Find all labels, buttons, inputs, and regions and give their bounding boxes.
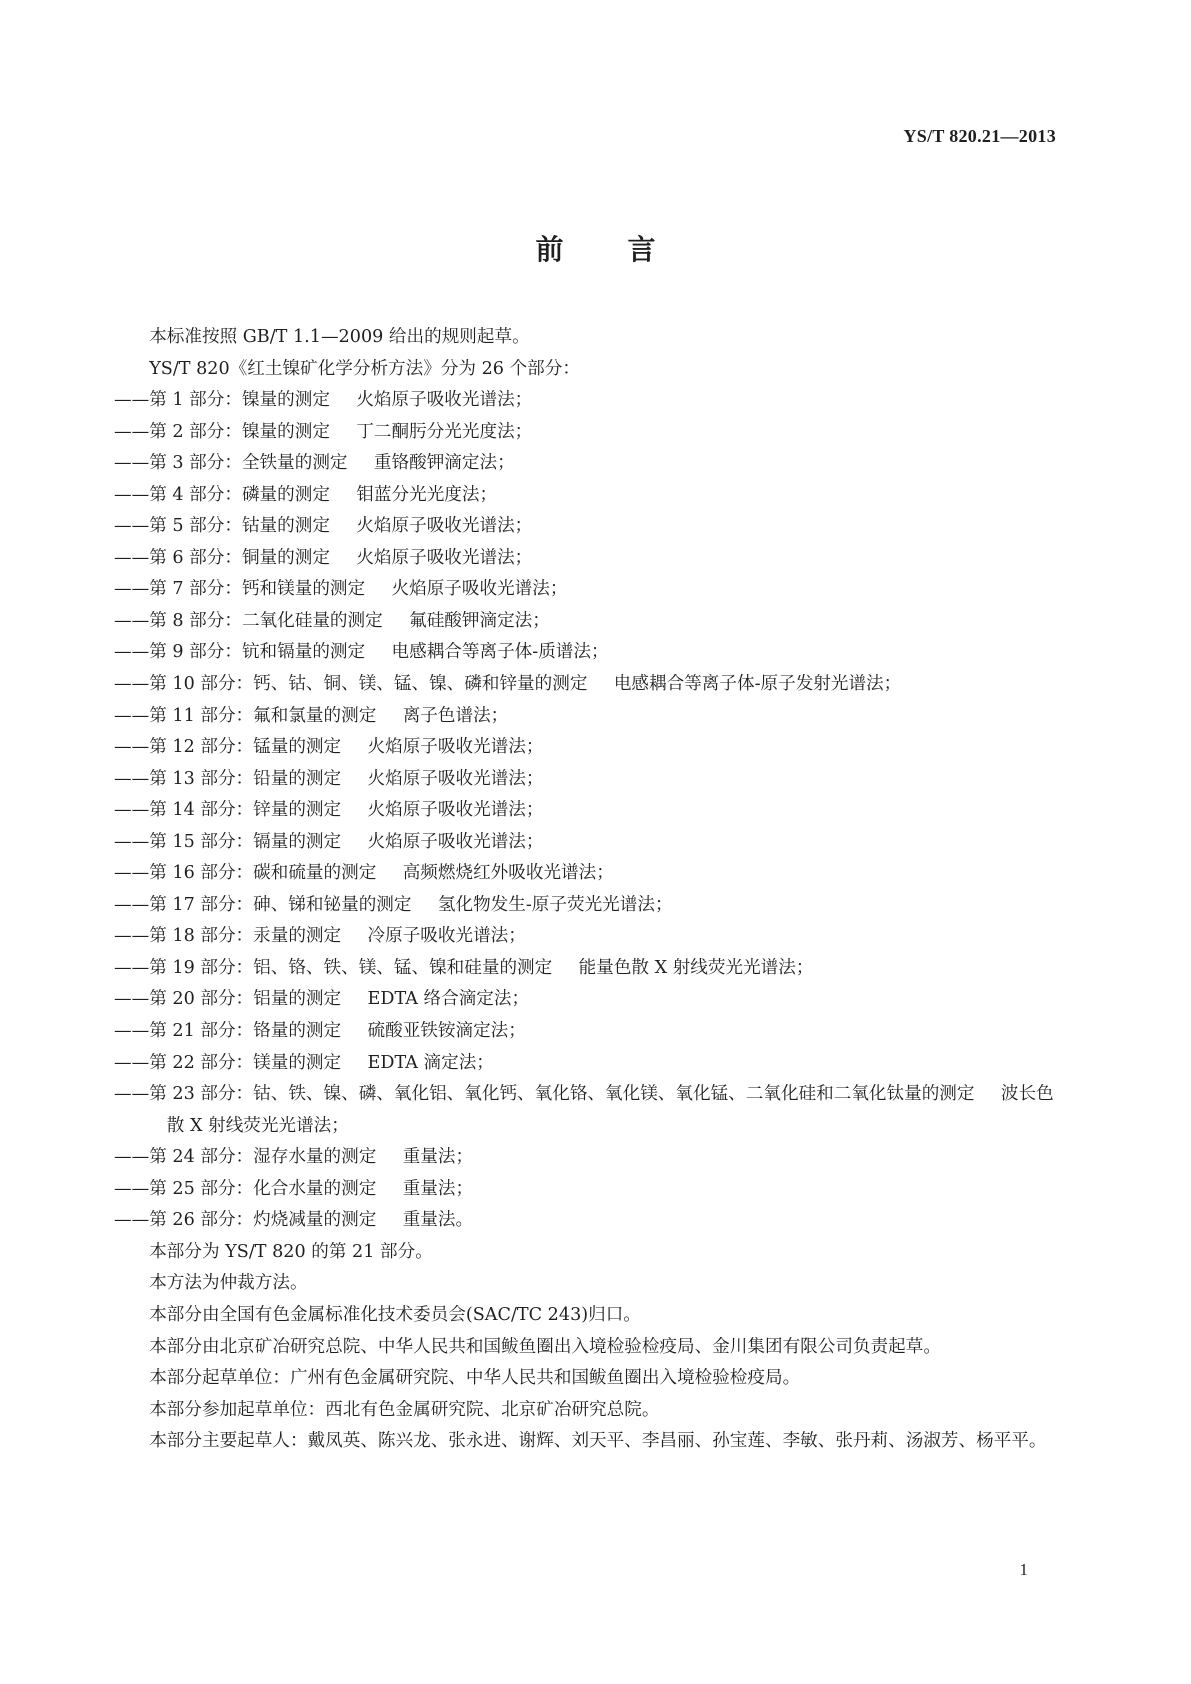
part-label: 第 5 部分：钴量的测定 xyxy=(149,516,330,537)
part-label: 第 20 部分：铝量的测定 xyxy=(149,989,342,1010)
part-method: 冷原子吸收光谱法； xyxy=(367,926,526,947)
part-method: 波长色散 X 射线荧光光谱法； xyxy=(166,1084,1054,1136)
part-list-item xyxy=(114,921,1064,953)
part-label: 第 17 部分：砷、锑和铋量的测定 xyxy=(149,894,412,915)
part-label: 第 12 部分：锰量的测定 xyxy=(149,737,342,758)
part-method: EDTA 滴定法； xyxy=(367,1052,494,1073)
list-dash: —— xyxy=(114,1147,150,1168)
part-label: 第 9 部分：钪和镉量的测定 xyxy=(149,642,366,663)
part-list-item xyxy=(114,764,1064,796)
list-dash: —— xyxy=(114,737,150,758)
foreword-body xyxy=(114,322,1064,1458)
part-method: 氢化物发生-原子荧光光谱法； xyxy=(437,894,673,915)
part-list-item xyxy=(114,701,1064,733)
part-list-item xyxy=(114,1079,1064,1142)
part-list-item xyxy=(114,795,1064,827)
part-list-item xyxy=(114,1205,1064,1237)
list-dash: —— xyxy=(114,926,150,947)
part-method: 能量色散 X 射线荧光光谱法； xyxy=(578,957,814,978)
intro-paragraph: YS/T 820《红土镍矿化学分析方法》分为 26 个部分： xyxy=(149,358,580,379)
part-label: 第 6 部分：铜量的测定 xyxy=(149,547,330,568)
parts-list xyxy=(114,385,1064,1237)
part-list-item xyxy=(114,1016,1064,1048)
part-method: 火焰原子吸收光谱法； xyxy=(356,390,533,411)
part-list-item xyxy=(114,480,1064,512)
list-dash: —— xyxy=(114,863,150,884)
part-label: 第 11 部分：氟和氯量的测定 xyxy=(149,705,377,726)
part-label: 第 2 部分：镍量的测定 xyxy=(149,421,330,442)
part-label: 第 13 部分：铅量的测定 xyxy=(149,768,342,789)
list-dash: —— xyxy=(114,894,150,915)
part-label: 第 10 部分：钙、钴、铜、镁、锰、镍、磷和锌量的测定 xyxy=(149,674,588,695)
part-label: 第 22 部分：镁量的测定 xyxy=(149,1052,342,1073)
closing-paragraph: 本部分主要起草人：戴凤英、陈兴龙、张永进、谢辉、刘天平、李昌丽、孙宝莲、李敏、张丹莉、汤淑芳、杨平平。 xyxy=(149,1431,1047,1452)
part-method: 火焰原子吸收光谱法； xyxy=(367,768,544,789)
part-method: 氟硅酸钾滴定法； xyxy=(409,610,550,631)
part-method: 重量法； xyxy=(402,1178,474,1199)
list-dash: —— xyxy=(114,516,150,537)
closing-paragraph: 本方法为仲裁方法。 xyxy=(149,1273,308,1294)
list-dash: —— xyxy=(114,957,150,978)
title-char-2: 言 xyxy=(627,233,656,266)
part-method: 重铬酸钾滴定法； xyxy=(373,453,515,474)
part-method: 电感耦合等离子体-原子发射光谱法； xyxy=(613,674,902,695)
part-list-item xyxy=(114,669,1064,701)
list-dash: —— xyxy=(114,674,150,695)
closing-paragraph: 本部分为 YS/T 820 的第 21 部分。 xyxy=(149,1241,433,1262)
part-list-item xyxy=(114,448,1064,480)
part-list-item xyxy=(114,1142,1064,1174)
list-dash: —— xyxy=(114,579,150,600)
intro-paragraph: 本标准按照 GB/T 1.1—2009 给出的规则起草。 xyxy=(149,327,530,347)
part-method: EDTA 络合滴定法； xyxy=(367,989,530,1010)
list-dash: —— xyxy=(114,1052,150,1073)
closing-paragraph: 本部分起草单位：广州有色金属研究院、中华人民共和国鲅鱼圈出入境检验检疫局。 xyxy=(149,1368,801,1389)
closing-paragraph: 本部分由全国有色金属标准化技术委员会(SAC/TC 243)归口。 xyxy=(149,1304,641,1325)
list-dash: —— xyxy=(114,705,150,726)
list-dash: —— xyxy=(114,610,150,631)
list-dash: —— xyxy=(114,1021,150,1042)
list-dash: —— xyxy=(114,768,150,789)
list-dash: —— xyxy=(114,547,150,568)
part-method: 火焰原子吸收光谱法； xyxy=(391,579,568,600)
list-dash: —— xyxy=(114,800,150,821)
part-list-item xyxy=(114,890,1064,922)
page-title xyxy=(0,228,1191,268)
part-label: 第 26 部分：灼烧减量的测定 xyxy=(149,1210,377,1231)
list-dash: —— xyxy=(114,484,150,505)
part-list-item xyxy=(114,1048,1064,1080)
part-method: 火焰原子吸收光谱法； xyxy=(367,800,544,821)
list-dash: —— xyxy=(114,642,150,663)
part-label: 第 4 部分：磷量的测定 xyxy=(149,484,330,505)
list-dash: —— xyxy=(114,453,150,474)
list-dash: —— xyxy=(114,1084,150,1105)
part-method: 硫酸亚铁铵滴定法； xyxy=(367,1021,526,1042)
part-list-item xyxy=(114,637,1064,669)
standard-code: YS/T 820.21—2013 xyxy=(903,126,1056,146)
part-label: 第 21 部分：铬量的测定 xyxy=(149,1021,342,1042)
part-list-item xyxy=(114,1174,1064,1206)
part-list-item xyxy=(114,543,1064,575)
part-method: 电感耦合等离子体-质谱法； xyxy=(391,642,609,663)
page-number: 1 xyxy=(1019,1560,1028,1579)
part-list-item xyxy=(114,858,1064,890)
part-label: 第 1 部分：镍量的测定 xyxy=(149,390,330,411)
list-dash: —— xyxy=(114,390,150,411)
part-list-item xyxy=(114,385,1064,417)
title-char-1: 前 xyxy=(535,233,564,266)
part-method: 火焰原子吸收光谱法； xyxy=(367,831,544,852)
part-label: 第 18 部分：汞量的测定 xyxy=(149,926,342,947)
part-list-item xyxy=(114,606,1064,638)
part-list-item xyxy=(114,984,1064,1016)
part-method: 火焰原子吸收光谱法； xyxy=(356,516,533,537)
part-label: 第 25 部分：化合水量的测定 xyxy=(149,1178,377,1199)
list-dash: —— xyxy=(114,1210,150,1231)
part-list-item xyxy=(114,827,1064,859)
part-label: 第 23 部分：钴、铁、镍、磷、氧化铝、氧化钙、氧化铬、氧化镁、氧化锰、二氧化硅和二氧化钛量的测定 xyxy=(149,1084,975,1105)
part-label: 第 24 部分：湿存水量的测定 xyxy=(149,1147,377,1168)
part-list-item xyxy=(114,574,1064,606)
part-label: 第 8 部分：二氧化硅量的测定 xyxy=(149,610,383,631)
part-method: 离子色谱法； xyxy=(402,705,509,726)
part-list-item xyxy=(114,732,1064,764)
part-list-item xyxy=(114,417,1064,449)
part-method: 高频燃烧红外吸收光谱法； xyxy=(402,863,614,884)
part-method: 重量法； xyxy=(402,1147,474,1168)
part-label: 第 15 部分：镉量的测定 xyxy=(149,831,342,852)
part-method: 丁二酮肟分光光度法； xyxy=(356,421,533,442)
list-dash: —— xyxy=(114,989,150,1010)
part-label: 第 3 部分：全铁量的测定 xyxy=(149,453,348,474)
part-method: 重量法。 xyxy=(402,1210,474,1231)
part-label: 第 7 部分：钙和镁量的测定 xyxy=(149,579,366,600)
part-list-item xyxy=(114,511,1064,543)
list-dash: —— xyxy=(114,1178,150,1199)
list-dash: —— xyxy=(114,421,150,442)
part-label: 第 19 部分：铝、铬、铁、镁、锰、镍和硅量的测定 xyxy=(149,957,553,978)
part-label: 第 16 部分：碳和硫量的测定 xyxy=(149,863,377,884)
closing-paragraph: 本部分由北京矿冶研究总院、中华人民共和国鲅鱼圈出入境检验检疫局、金川集团有限公司负责起草。 xyxy=(149,1336,941,1357)
closing-paragraph: 本部分参加起草单位：西北有色金属研究院、北京矿冶研究总院。 xyxy=(149,1399,660,1420)
part-label: 第 14 部分：锌量的测定 xyxy=(149,800,342,821)
part-method: 火焰原子吸收光谱法； xyxy=(356,547,533,568)
part-method: 火焰原子吸收光谱法； xyxy=(367,737,544,758)
part-list-item xyxy=(114,953,1064,985)
list-dash: —— xyxy=(114,831,150,852)
part-method: 钼蓝分光光度法； xyxy=(356,484,498,505)
